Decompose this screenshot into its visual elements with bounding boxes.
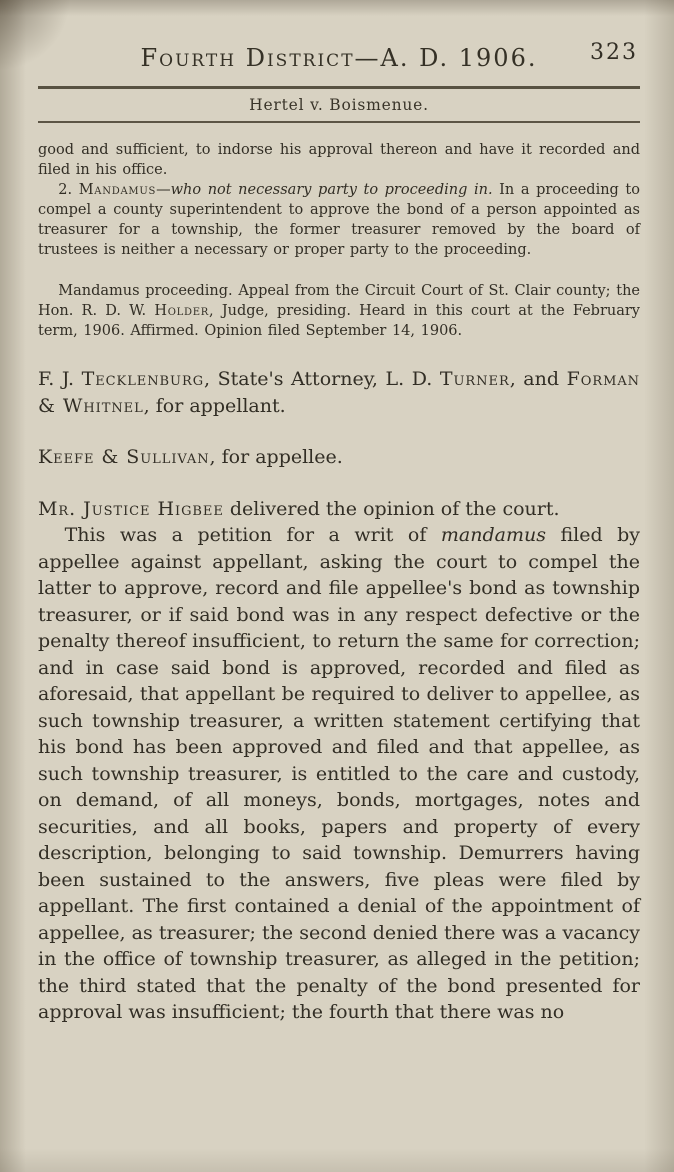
text-segment: , for appellee. (209, 446, 343, 468)
case-name: Hertel v. Boismenue. (249, 96, 429, 114)
procedural-history (38, 281, 640, 341)
text-segment: good and sufficient, to indorse his approval thereon and have it recorded and filed in his office. (38, 142, 640, 178)
appellant-counsel (38, 366, 640, 419)
text-segment: — (156, 182, 171, 198)
text-segment: Mandamus (78, 182, 157, 198)
text-segment: mandamus (440, 524, 546, 546)
text-segment: , Judge, presiding. Heard in this court at the February term, 1906. Affirmed. Opinion filed September 14, 1906. (38, 303, 640, 339)
text-segment: Keefe & Sullivan (38, 446, 210, 468)
page-number: 323 (590, 40, 638, 65)
appellee-counsel (38, 444, 640, 471)
page-title: Fourth District—A. D. 1906. (140, 44, 538, 72)
text-segment: , and (509, 368, 567, 390)
text-segment: Turner (439, 368, 510, 390)
text-segment: 2. (58, 182, 79, 198)
text-segment: F. J. (38, 368, 82, 390)
text-segment: Mandamus proceeding. Appeal from the Circuit Court of St. Clair county; the Hon. R. D. W. (38, 283, 640, 319)
case-name-rule (38, 121, 640, 123)
header-rule (38, 86, 640, 89)
headnote-2 (38, 180, 640, 260)
opinion-paragraph-1 (38, 522, 640, 1026)
text-segment: , for appellant. (143, 394, 286, 417)
text-segment: In a proceeding to compel a county superintendent to approve the bond of a person appointed as treasurer for a township, the former treasurer removed by the board of trustees is neither a necessary or proper party to the proceeding. (38, 182, 640, 258)
text-segment: Mr. Justice Higbee (38, 497, 224, 520)
text-segment: filed by appellee against appellant, asking the court to compel the latter to approve, record and file appellee's bond as township treasurer, or if said bond was in any respect defective or the penalty thereof insufficient, to return the same for correction; and in case said bond is approved, recorded and filed as aforesaid, that appellant be required to deliver to appellee, as such township treasurer, a written statement certifying that his bond has been approved and filed and that appellee, as such township treasurer, is entitled to the care and custody, on demand, of all moneys, bonds, mortgages, notes and securities, and all books, papers and property of every description, belonging to said township. Demurrers having been sustained to the answers, five pleas were filed by appellant. The first contained a denial of the appointment of appellee, as treasurer; the second denied there was a vacancy in the office of township treasurer, as alleged in the petition; the third stated that the penalty of the bond presented for approval was insufficient; the fourth that there was no (38, 524, 640, 1023)
content-blocks (38, 140, 640, 1026)
text-segment: , State's Attorney, L. D. (204, 368, 440, 390)
headnote-1-continuation (38, 140, 640, 180)
running-head (38, 40, 640, 74)
text-segment: delivered the opinion of the court. (223, 497, 560, 520)
opinion-author (38, 496, 640, 523)
text-segment: Holder (154, 303, 210, 319)
text-segment: who not necessary party to proceeding in. (170, 182, 493, 198)
text-segment: Forman & Whitnel (38, 368, 640, 417)
text-segment: Tecklenburg (81, 368, 205, 390)
text-segment: This was a petition for a writ of (64, 524, 441, 546)
